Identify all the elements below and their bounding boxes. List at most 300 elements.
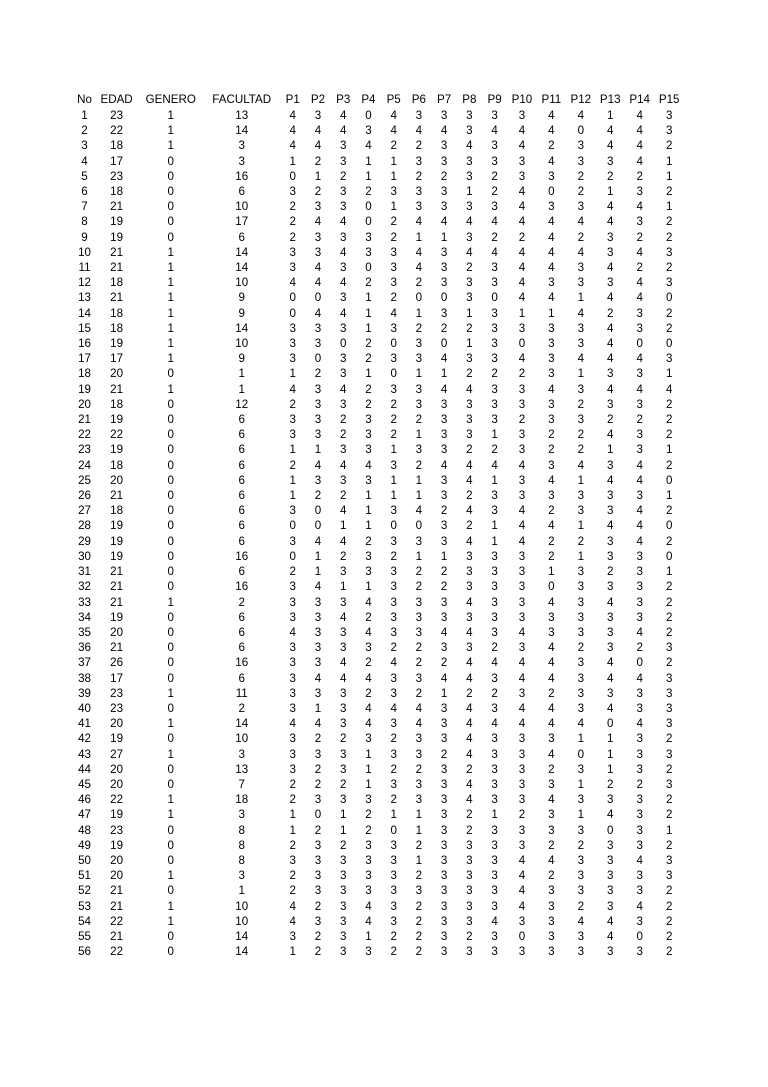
table-cell-p11: 3 <box>548 899 555 913</box>
table-cell-facultad: 7 <box>238 777 245 791</box>
table-cell-p15: 2 <box>665 884 673 898</box>
table-cell-p11: 0 <box>548 580 555 594</box>
table-cell-p7: 4 <box>440 382 448 396</box>
table-cell-p14: 2 <box>636 641 643 655</box>
table-cell-p8: 2 <box>466 808 473 822</box>
table-cell-edad: 21 <box>110 565 124 579</box>
table-cell-no: 49 <box>78 838 91 852</box>
table-cell-p7: 0 <box>440 291 448 305</box>
table-cell-p13: 2 <box>607 777 614 791</box>
table-cell-p11: 2 <box>548 443 555 457</box>
table-cell-p9: 4 <box>491 245 498 259</box>
table-cell-p9: 3 <box>491 625 498 639</box>
table-cell-p2: 4 <box>314 580 322 594</box>
table-cell-p3: 4 <box>339 610 347 624</box>
table-cell-p3: 2 <box>339 777 347 791</box>
table-cell-p1: 0 <box>289 549 296 563</box>
table-cell-p8: 4 <box>466 139 473 153</box>
table-cell-p3: 2 <box>339 838 347 852</box>
table-cell-p9: 3 <box>491 747 498 761</box>
table-cell-facultad: 16 <box>235 549 249 563</box>
table-cell-genero: 0 <box>167 215 174 229</box>
table-cell-p12: 3 <box>577 929 585 943</box>
table-row <box>74 214 684 229</box>
table-cell-edad: 23 <box>110 701 124 715</box>
table-cell-p9: 3 <box>491 489 498 503</box>
column-header-p14: P14 <box>629 93 650 106</box>
table-cell-p11: 2 <box>548 139 555 153</box>
table-cell-p13: 3 <box>607 793 614 807</box>
table-cell-facultad: 14 <box>235 261 249 275</box>
table-cell-p13: 3 <box>607 397 614 411</box>
table-cell-facultad: 6 <box>238 413 245 427</box>
table-cell-p5: 2 <box>390 215 397 229</box>
table-cell-p5: 0 <box>390 519 397 533</box>
table-cell-p7: 3 <box>440 200 448 214</box>
table-cell-p6: 3 <box>415 337 423 351</box>
table-cell-p14: 3 <box>636 914 643 928</box>
table-cell-p8: 3 <box>466 428 473 442</box>
table-cell-p4: 2 <box>365 382 372 396</box>
table-cell-genero: 1 <box>167 261 174 275</box>
column-header-p5: P5 <box>386 93 401 106</box>
table-cell-p8: 2 <box>466 519 473 533</box>
table-cell-p13: 4 <box>607 656 614 670</box>
table-cell-p14: 3 <box>636 762 643 776</box>
table-cell-edad: 20 <box>110 625 124 639</box>
table-cell-p14: 3 <box>636 306 643 320</box>
table-cell-p11: 4 <box>548 656 555 670</box>
table-cell-p2: 4 <box>314 534 322 548</box>
table-cell-facultad: 9 <box>238 306 245 320</box>
table-cell-p15: 2 <box>665 534 673 548</box>
column-header-p4: P4 <box>361 93 376 106</box>
table-cell-p15: 2 <box>665 929 673 943</box>
table-row <box>74 625 684 640</box>
table-cell-p3: 3 <box>339 565 347 579</box>
table-cell-p6: 1 <box>415 808 423 822</box>
table-cell-p8: 1 <box>466 185 473 199</box>
table-cell-p14: 4 <box>636 352 643 366</box>
table-cell-edad: 19 <box>110 732 124 746</box>
table-cell-p5: 4 <box>390 124 397 138</box>
table-row <box>74 671 684 686</box>
table-cell-no: 15 <box>78 321 91 335</box>
table-cell-p9: 3 <box>491 610 498 624</box>
table-cell-p9: 3 <box>491 306 498 320</box>
table-cell-p3: 4 <box>339 671 347 685</box>
table-cell-p6: 2 <box>415 762 423 776</box>
table-cell-edad: 20 <box>110 853 124 867</box>
table-cell-p13: 3 <box>607 489 614 503</box>
table-cell-edad: 22 <box>110 428 124 442</box>
table-row <box>74 321 684 336</box>
table-cell-p9: 3 <box>491 945 498 959</box>
column-header-p9: P9 <box>487 93 502 106</box>
table-cell-genero: 1 <box>167 276 174 290</box>
table-cell-p9: 3 <box>491 899 498 913</box>
table-row <box>74 458 684 473</box>
table-cell-no: 34 <box>78 610 91 624</box>
table-cell-p9: 3 <box>491 200 498 214</box>
table-cell-genero: 0 <box>167 169 174 183</box>
table-cell-p12: 2 <box>577 230 585 244</box>
table-cell-p11: 3 <box>548 276 555 290</box>
table-cell-p15: 3 <box>665 245 673 259</box>
table-cell-p7: 3 <box>440 777 448 791</box>
table-cell-edad: 18 <box>110 458 124 472</box>
table-cell-p2: 3 <box>314 413 322 427</box>
table-cell-p4: 1 <box>365 504 372 518</box>
table-cell-p12: 3 <box>577 413 585 427</box>
table-row <box>74 655 684 670</box>
table-cell-p14: 3 <box>636 367 643 381</box>
table-cell-p10: 3 <box>518 777 526 791</box>
table-cell-p11: 4 <box>548 382 555 396</box>
table-cell-p1: 3 <box>289 413 296 427</box>
table-cell-edad: 19 <box>110 808 124 822</box>
table-cell-edad: 21 <box>110 884 124 898</box>
table-cell-p2: 3 <box>314 853 322 867</box>
table-cell-p15: 3 <box>665 686 673 700</box>
table-cell-p7: 3 <box>440 489 448 503</box>
table-cell-p2: 4 <box>314 717 322 731</box>
table-cell-p8: 4 <box>466 625 473 639</box>
table-cell-no: 42 <box>78 732 91 746</box>
table-cell-facultad: 6 <box>238 185 245 199</box>
table-cell-p15: 0 <box>665 291 673 305</box>
table-cell-p10: 3 <box>518 732 526 746</box>
table-cell-p4: 4 <box>365 899 372 913</box>
table-cell-p8: 4 <box>466 534 473 548</box>
table-cell-p9: 2 <box>491 641 498 655</box>
table-cell-p5: 2 <box>390 397 397 411</box>
table-cell-p1: 0 <box>289 519 296 533</box>
table-cell-genero: 0 <box>167 504 174 518</box>
table-cell-p2: 3 <box>314 230 322 244</box>
table-cell-p7: 3 <box>440 945 448 959</box>
table-cell-genero: 1 <box>167 352 174 366</box>
table-row <box>74 686 684 701</box>
table-row <box>74 777 684 792</box>
table-cell-p12: 3 <box>577 580 585 594</box>
table-cell-facultad: 6 <box>238 489 245 503</box>
table-cell-p4: 1 <box>365 367 372 381</box>
table-cell-p11: 3 <box>548 610 555 624</box>
table-cell-p10: 3 <box>518 321 526 335</box>
table-cell-p10: 4 <box>518 185 526 199</box>
table-cell-p1: 2 <box>289 215 296 229</box>
table-cell-p10: 4 <box>518 215 526 229</box>
table-cell-p6: 2 <box>415 458 423 472</box>
table-cell-p9: 3 <box>491 549 498 563</box>
table-cell-p12: 1 <box>577 291 585 305</box>
table-cell-p8: 3 <box>466 291 473 305</box>
table-cell-p10: 3 <box>518 154 526 168</box>
table-cell-p7: 3 <box>440 884 448 898</box>
table-cell-p8: 3 <box>466 276 473 290</box>
table-cell-p14: 2 <box>636 230 643 244</box>
table-cell-p14: 4 <box>636 504 643 518</box>
table-cell-genero: 1 <box>167 124 174 138</box>
table-cell-genero: 0 <box>167 701 174 715</box>
table-cell-p10: 4 <box>518 671 526 685</box>
table-row <box>74 245 684 260</box>
table-cell-no: 2 <box>81 124 88 138</box>
table-cell-p14: 3 <box>636 747 643 761</box>
table-cell-facultad: 14 <box>235 321 249 335</box>
table-cell-p9: 4 <box>491 656 498 670</box>
table-cell-p14: 4 <box>636 625 643 639</box>
table-cell-p8: 4 <box>466 717 473 731</box>
table-cell-p14: 3 <box>636 595 643 609</box>
table-cell-p2: 3 <box>314 397 322 411</box>
table-cell-p8: 4 <box>466 215 473 229</box>
table-cell-p12: 1 <box>577 549 585 563</box>
table-cell-p4: 2 <box>365 185 372 199</box>
table-cell-no: 19 <box>78 382 91 396</box>
table-row <box>74 899 684 914</box>
table-cell-facultad: 1 <box>238 382 245 396</box>
table-cell-p14: 3 <box>636 321 643 335</box>
table-cell-p2: 3 <box>314 473 322 487</box>
table-cell-p12: 4 <box>577 352 585 366</box>
table-cell-p8: 4 <box>466 656 473 670</box>
table-cell-p9: 0 <box>491 291 498 305</box>
table-cell-p4: 3 <box>365 230 372 244</box>
table-cell-p6: 2 <box>415 838 423 852</box>
table-cell-p10: 0 <box>518 337 526 351</box>
table-cell-facultad: 10 <box>235 200 249 214</box>
table-cell-p13: 1 <box>607 747 614 761</box>
table-cell-p15: 3 <box>665 124 673 138</box>
table-cell-p2: 4 <box>314 124 322 138</box>
table-cell-edad: 21 <box>110 641 124 655</box>
table-cell-p1: 2 <box>289 793 296 807</box>
table-cell-p12: 3 <box>577 595 585 609</box>
table-cell-p11: 2 <box>548 838 555 852</box>
table-cell-p11: 4 <box>548 109 555 122</box>
table-cell-facultad: 3 <box>238 869 245 883</box>
table-cell-p13: 3 <box>607 154 614 168</box>
table-cell-p15: 1 <box>665 154 673 168</box>
table-cell-p2: 4 <box>314 215 322 229</box>
table-cell-p11: 4 <box>548 519 555 533</box>
table-cell-p10: 3 <box>518 428 526 442</box>
table-cell-p10: 2 <box>518 230 526 244</box>
table-cell-p6: 2 <box>415 276 423 290</box>
table-cell-p3: 3 <box>339 853 347 867</box>
table-cell-p3: 3 <box>339 899 347 913</box>
table-cell-p8: 2 <box>466 762 473 776</box>
table-cell-p6: 2 <box>415 169 423 183</box>
column-header-p7: P7 <box>437 93 452 106</box>
table-cell-p7: 2 <box>440 504 448 518</box>
table-cell-p7: 1 <box>440 367 448 381</box>
table-cell-p1: 2 <box>289 838 296 852</box>
table-cell-p2: 3 <box>314 869 322 883</box>
table-cell-no: 56 <box>78 945 91 959</box>
table-cell-p9: 3 <box>491 139 498 153</box>
table-cell-p6: 2 <box>415 580 423 594</box>
table-cell-p7: 4 <box>440 215 448 229</box>
table-cell-p1: 3 <box>289 762 296 776</box>
table-cell-p13: 3 <box>607 686 614 700</box>
table-cell-p11: 4 <box>548 291 555 305</box>
table-cell-p11: 4 <box>548 747 555 761</box>
table-cell-edad: 20 <box>110 717 124 731</box>
table-cell-p8: 3 <box>466 641 473 655</box>
table-cell-p14: 3 <box>636 215 643 229</box>
table-cell-p12: 1 <box>577 732 585 746</box>
table-cell-p5: 2 <box>390 428 397 442</box>
table-cell-facultad: 6 <box>238 428 245 442</box>
table-cell-genero: 0 <box>167 732 174 746</box>
table-cell-p8: 4 <box>466 382 473 396</box>
table-cell-p4: 0 <box>365 109 372 122</box>
table-cell-no: 6 <box>81 185 88 199</box>
table-cell-p9: 3 <box>491 109 498 122</box>
table-cell-facultad: 18 <box>235 793 249 807</box>
table-cell-p1: 3 <box>289 504 296 518</box>
table-cell-genero: 0 <box>167 565 174 579</box>
table-cell-no: 10 <box>78 245 91 259</box>
table-cell-p12: 2 <box>577 443 585 457</box>
table-cell-p10: 4 <box>518 261 526 275</box>
table-cell-edad: 21 <box>110 291 124 305</box>
table-cell-p2: 4 <box>314 306 322 320</box>
table-cell-p3: 4 <box>339 124 347 138</box>
table-cell-genero: 1 <box>167 793 174 807</box>
table-cell-p13: 1 <box>607 732 614 746</box>
table-cell-p9: 3 <box>491 732 498 746</box>
table-row <box>74 579 684 594</box>
table-cell-p7: 3 <box>440 899 448 913</box>
table-cell-no: 35 <box>78 625 91 639</box>
table-cell-p7: 3 <box>440 443 448 457</box>
table-cell-no: 33 <box>78 595 91 609</box>
survey-table <box>74 91 684 959</box>
table-cell-p10: 1 <box>518 306 526 320</box>
table-cell-no: 24 <box>78 458 91 472</box>
table-cell-p7: 3 <box>440 595 448 609</box>
table-cell-p9: 1 <box>491 428 498 442</box>
table-cell-p3: 3 <box>339 397 347 411</box>
table-cell-p3: 3 <box>339 929 347 943</box>
table-cell-p12: 0 <box>577 747 585 761</box>
table-cell-p9: 2 <box>491 185 498 199</box>
table-cell-p5: 2 <box>390 549 397 563</box>
table-cell-p10: 4 <box>518 124 526 138</box>
table-cell-p10: 3 <box>518 762 526 776</box>
table-cell-p8: 3 <box>466 169 473 183</box>
table-cell-p8: 4 <box>466 504 473 518</box>
table-cell-p12: 3 <box>577 625 585 639</box>
table-cell-p6: 2 <box>415 869 423 883</box>
table-cell-edad: 18 <box>110 321 124 335</box>
table-cell-p4: 2 <box>365 534 372 548</box>
table-cell-p7: 3 <box>440 519 448 533</box>
table-cell-genero: 0 <box>167 458 174 472</box>
table-cell-edad: 19 <box>110 610 124 624</box>
table-cell-p6: 3 <box>415 185 423 199</box>
table-cell-p6: 3 <box>415 352 423 366</box>
table-cell-p14: 3 <box>636 443 643 457</box>
table-cell-facultad: 3 <box>238 139 245 153</box>
table-cell-no: 3 <box>81 139 88 153</box>
table-cell-facultad: 10 <box>235 732 249 746</box>
table-cell-p3: 1 <box>339 519 347 533</box>
table-row <box>74 351 684 366</box>
table-cell-edad: 22 <box>110 793 124 807</box>
column-header-p12: P12 <box>570 93 592 106</box>
table-cell-p7: 2 <box>440 169 448 183</box>
table-cell-p15: 3 <box>665 869 673 883</box>
table-cell-p11: 3 <box>548 823 555 837</box>
table-cell-p8: 3 <box>466 610 473 624</box>
table-cell-p5: 3 <box>390 504 397 518</box>
table-cell-p1: 4 <box>289 139 296 153</box>
table-cell-p4: 0 <box>365 261 372 275</box>
table-row <box>74 701 684 716</box>
table-cell-p8: 3 <box>466 869 473 883</box>
table-cell-p8: 4 <box>466 458 473 472</box>
table-cell-p7: 3 <box>440 701 448 715</box>
table-cell-p13: 4 <box>607 291 614 305</box>
table-cell-p1: 4 <box>289 914 296 928</box>
table-cell-p11: 4 <box>548 853 555 867</box>
table-cell-p13: 4 <box>607 215 614 229</box>
table-cell-p10: 4 <box>518 869 526 883</box>
table-cell-p12: 3 <box>577 823 585 837</box>
table-cell-p14: 3 <box>636 580 643 594</box>
table-cell-p6: 3 <box>415 671 423 685</box>
table-cell-p10: 4 <box>518 625 526 639</box>
table-cell-p14: 2 <box>636 777 643 791</box>
table-cell-p5: 2 <box>390 291 397 305</box>
column-header-genero: GENERO <box>145 93 196 106</box>
table-cell-p4: 2 <box>365 276 372 290</box>
table-cell-p15: 2 <box>665 139 673 153</box>
table-row <box>74 640 684 655</box>
table-cell-facultad: 6 <box>238 473 245 487</box>
table-cell-p6: 2 <box>415 413 423 427</box>
table-cell-p1: 3 <box>289 428 296 442</box>
table-cell-p15: 3 <box>665 777 673 791</box>
table-row <box>74 366 684 381</box>
table-cell-p13: 3 <box>607 838 614 852</box>
table-cell-p3: 3 <box>339 717 347 731</box>
table-cell-no: 37 <box>78 656 91 670</box>
table-row <box>74 275 684 290</box>
table-cell-p13: 3 <box>607 625 614 639</box>
table-cell-p13: 4 <box>607 352 614 366</box>
table-cell-p5: 3 <box>390 565 397 579</box>
table-cell-p1: 3 <box>289 747 296 761</box>
table-cell-no: 5 <box>81 169 88 183</box>
table-cell-p3: 4 <box>339 504 347 518</box>
table-cell-genero: 0 <box>167 443 174 457</box>
table-row <box>74 518 684 533</box>
table-cell-edad: 22 <box>110 124 124 138</box>
table-cell-p1: 1 <box>289 473 296 487</box>
table-cell-p1: 0 <box>289 291 296 305</box>
table-cell-no: 54 <box>78 914 91 928</box>
table-cell-p4: 3 <box>365 413 372 427</box>
table-cell-edad: 18 <box>110 306 124 320</box>
table-cell-p4: 4 <box>365 671 372 685</box>
table-cell-p15: 3 <box>665 747 673 761</box>
